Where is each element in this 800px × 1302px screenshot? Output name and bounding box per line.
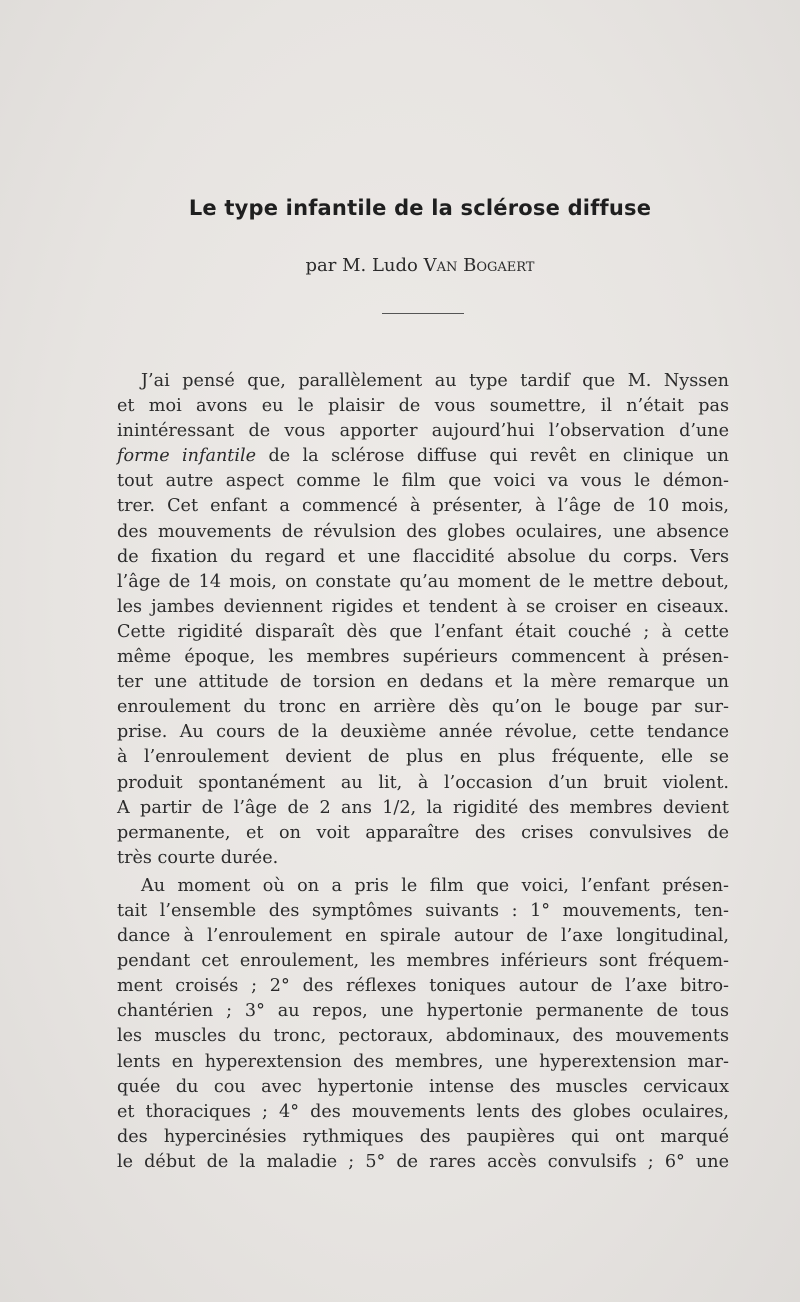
text-line: lents en hyperextension des membres, une hyperextension mar-: [117, 1051, 729, 1072]
text-line: ter une attitude de torsion en dedans et la mère remarque un: [117, 672, 729, 693]
text-line: tout autre aspect comme le film que voici va vous le démon-: [117, 471, 729, 492]
byline-prefix: par M. Ludo: [305, 255, 424, 276]
text-line: tait l’ensemble des symptômes suivants : 1° mouvements, ten-: [117, 900, 729, 921]
text-line: très courte durée.: [117, 847, 279, 868]
text-line: trer. Cet enfant a commencé à présenter, à l’âge de 10 mois,: [117, 496, 729, 517]
text-line: dance à l’enroulement en spirale autour de l’axe longitudinal,: [117, 926, 729, 947]
title-divider: [382, 313, 464, 314]
text-line: Au moment où on a pris le film que voici, l’enfant présen-: [141, 875, 729, 896]
text-line: à l’enroulement devient de plus en plus fréquente, elle se: [117, 747, 729, 768]
text-line: [117, 444, 729, 469]
paragraph-2: [117, 874, 729, 1175]
text-line: prise. Au cours de la deuxième année révolue, cette tendance: [117, 722, 729, 743]
text-line: chantérien ; 3° au repos, une hypertonie permanente de tous: [117, 1001, 729, 1022]
text-line: le début de la maladie ; 5° de rares accès convulsifs ; 6° une: [117, 1151, 729, 1172]
text-line: les muscles du tronc, pectoraux, abdominaux, des mouvements: [117, 1026, 729, 1047]
author-byline: [0, 255, 800, 276]
article-body: [117, 369, 729, 1175]
text-line: Cette rigidité disparaît dès que l’enfant était couché ; à cette: [117, 621, 729, 642]
paragraph-1: [117, 369, 729, 871]
text-fragment: de la sclérose diffuse qui revêt en clinique un: [256, 446, 729, 467]
text-line: produit spontanément au lit, à l’occasion d’un bruit violent.: [117, 772, 729, 793]
text-line: enroulement du tronc en arrière dès qu’on le bouge par sur-: [117, 697, 729, 718]
author-name: Van Bogaert: [423, 255, 535, 276]
text-line: pendant cet enroulement, les membres inférieurs sont fréquem-: [117, 951, 729, 972]
text-line: des hypercinésies rythmiques des paupières qui ont marqué: [117, 1126, 729, 1147]
text-line: quée du cou avec hypertonie intense des muscles cervicaux: [117, 1076, 729, 1097]
text-line: ment croisés ; 2° des réflexes toniques autour de l’axe bitro-: [117, 976, 729, 997]
text-line: l’âge de 14 mois, on constate qu’au moment de le mettre debout,: [117, 571, 729, 592]
text-line: même époque, les membres supérieurs commencent à présen-: [117, 647, 729, 668]
text-line: de fixation du regard et une flaccidité absolue du corps. Vers: [117, 546, 729, 567]
text-line: A partir de l’âge de 2 ans 1/2, la rigidité des membres devient: [117, 797, 729, 818]
article-title: Le type infantile de la sclérose diffuse: [188, 196, 652, 220]
text-line: inintéressant de vous apporter aujourd’hui l’observation d’une: [117, 421, 729, 442]
text-line: les jambes deviennent rigides et tendent à se croiser en ciseaux.: [117, 596, 729, 617]
text-line: J’ai pensé que, parallèlement au type tardif que M. Nyssen: [141, 371, 729, 391]
italic-term: forme infantile: [117, 446, 257, 467]
text-line: et moi avons eu le plaisir de vous soumettre, il n’était pas: [117, 396, 729, 417]
text-line: permanente, et on voit apparaître des crises convulsives de: [117, 822, 729, 843]
text-line: et thoraciques ; 4° des mouvements lents des globes oculaires,: [117, 1101, 729, 1122]
text-line: des mouvements de révulsion des globes oculaires, une absence: [117, 521, 729, 542]
